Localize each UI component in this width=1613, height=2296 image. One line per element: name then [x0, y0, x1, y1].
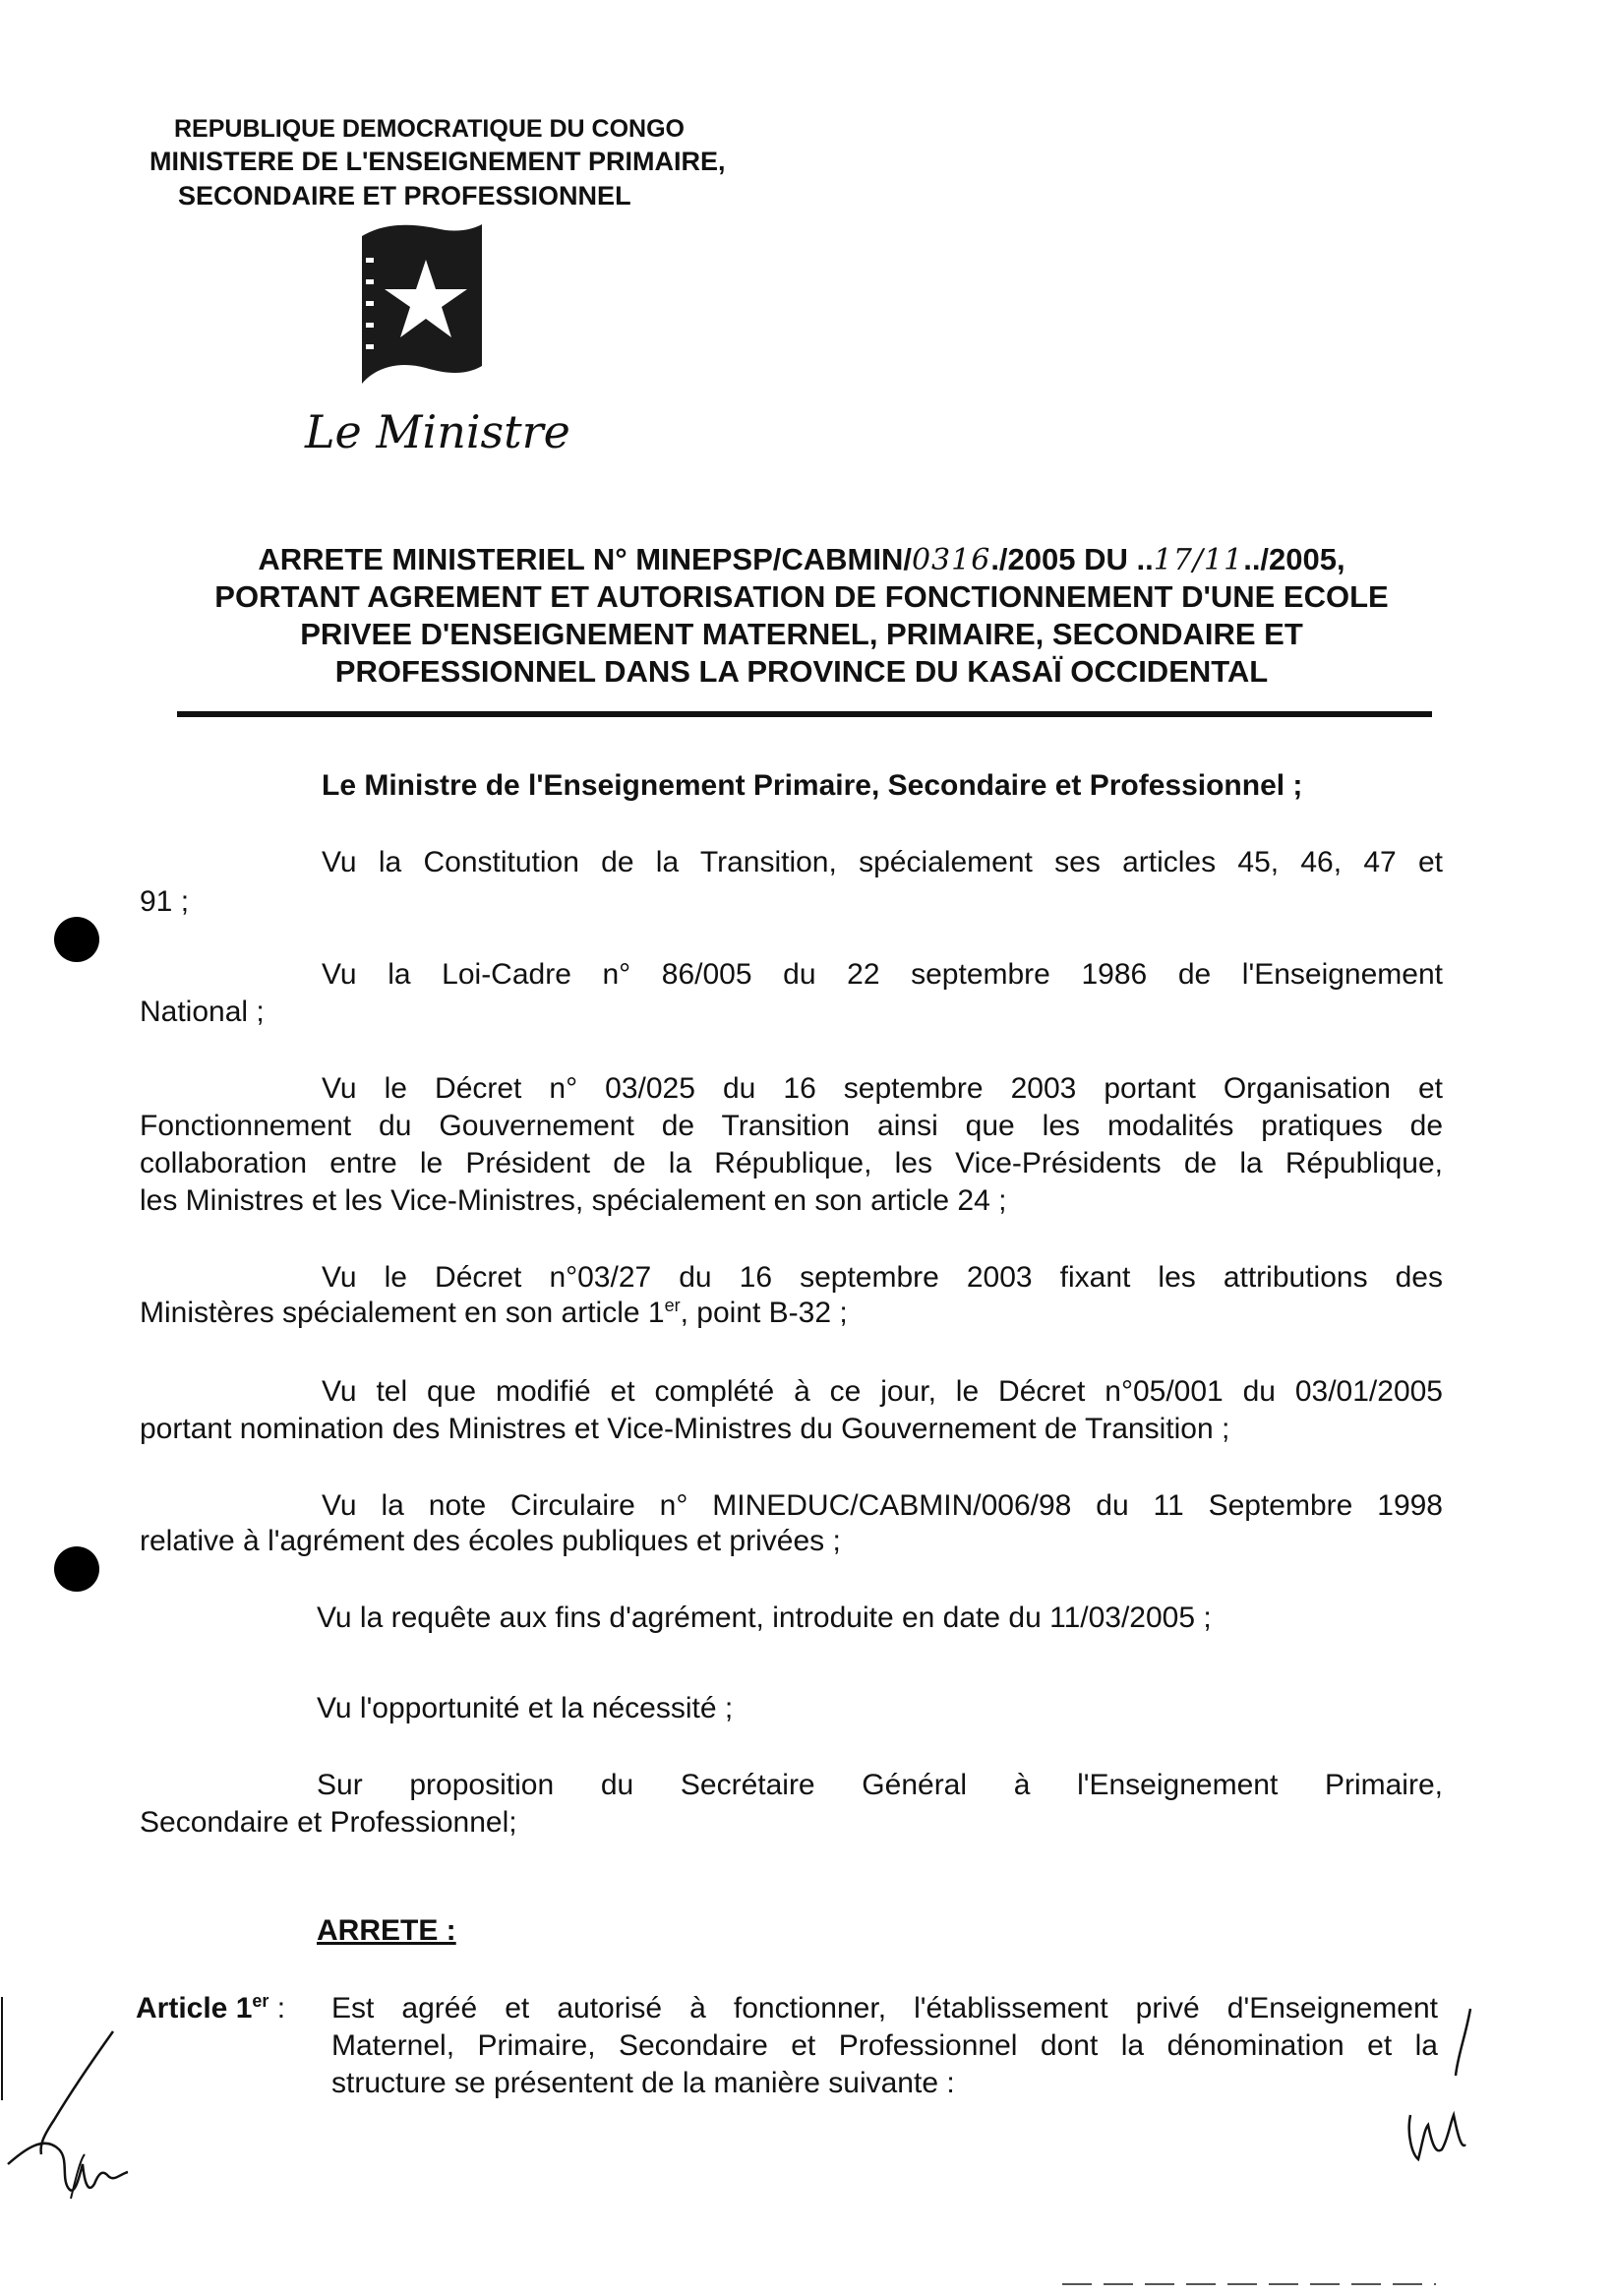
- punch-hole: [54, 917, 99, 962]
- para-decret-05-line1: Vu tel que modifié et complété à ce jour, le Décret n°05/001 du 03/01/2005: [322, 1375, 1443, 1408]
- decree-title-line4: PROFESSIONNEL DANS LA PROVINCE DU KASAÏ OCCIDENTAL: [334, 654, 1269, 689]
- para-decret-025-line1: Vu le Décret n° 03/025 du 16 septembre 2003 portant Organisation et: [322, 1072, 1443, 1105]
- title-prefix: ARRETE MINISTERIEL N° MINEPSP/CABMIN/: [258, 542, 912, 576]
- title-year: ./2005 DU ..: [990, 542, 1154, 576]
- para-decret-025-line2: Fonctionnement du Gouvernement de Transition ainsi que les modalités pratiques de: [140, 1110, 1443, 1142]
- para-constitution-line1: Vu la Constitution de la Transition, spécialement ses articles 45, 46, 47 et: [322, 846, 1443, 878]
- header-country: REPUBLIQUE DEMOCRATIQUE DU CONGO: [174, 115, 685, 143]
- article-1-line3: structure se présentent de la manière suivante :: [331, 2067, 955, 2099]
- para-decret-27-line1: Vu le Décret n°03/27 du 16 septembre 2003 fixant les attributions des: [322, 1261, 1443, 1294]
- header-ministry-line1: MINISTERE DE L'ENSEIGNEMENT PRIMAIRE,: [149, 147, 726, 176]
- para-opportunite: Vu l'opportunité et la nécessité ;: [317, 1692, 734, 1724]
- para-decret-27-text: Ministères spécialement en son article 1: [140, 1297, 665, 1329]
- para-decret-05-line2: portant nomination des Ministres et Vice-Ministres du Gouvernement de Transition ;: [140, 1413, 1230, 1445]
- arrete-heading: ARRETE :: [317, 1914, 456, 1947]
- handwritten-initials-left: [0, 1987, 177, 2213]
- para-circulaire-line1: Vu la note Circulaire n° MINEDUC/CABMIN/006/98 du 11 Septembre 1998: [322, 1489, 1443, 1522]
- decree-title-line1: [148, 541, 1456, 578]
- handwritten-decree-date: 17/11: [1153, 543, 1244, 577]
- header-ministry-line2: SECONDAIRE ET PROFESSIONNEL: [178, 181, 631, 211]
- para-proposition-line2: Secondaire et Professionnel;: [140, 1806, 517, 1839]
- decree-title-line3: PRIVEE D'ENSEIGNEMENT MATERNEL, PRIMAIRE, SECONDAIRE ET: [300, 617, 1303, 651]
- title-date-year: ../2005,: [1243, 542, 1345, 576]
- para-decret-27-point: , point B-32 ;: [680, 1297, 848, 1329]
- article-1-line2: Maternel, Primaire, Secondaire et Professionnel dont la dénomination et la: [331, 2029, 1438, 2062]
- para-loi-cadre-line2: National ;: [140, 996, 265, 1028]
- para-circulaire-line2: relative à l'agrément des écoles publiques et privées ;: [140, 1525, 841, 1557]
- para-decret-27-sup: er: [664, 1296, 681, 1315]
- para-constitution-line2: 91 ;: [140, 885, 190, 918]
- decree-title-line2: PORTANT AGREMENT ET AUTORISATION DE FONCTIONNEMENT D'UNE ECOLE: [214, 579, 1389, 614]
- para-decret-27-line2: [140, 1295, 848, 1332]
- article-label-text: Article 1: [136, 1992, 253, 2024]
- article-label-colon: :: [269, 1992, 286, 2024]
- para-requete: Vu la requête aux fins d'agrément, introduite en date du 11/03/2005 ;: [317, 1601, 1212, 1634]
- punch-hole: [54, 1546, 99, 1592]
- le-ministre-heading: Le Ministre: [305, 405, 570, 458]
- title-divider: [177, 711, 1432, 717]
- footer-dashed-rule: [1062, 2278, 1436, 2290]
- para-proposition-line1: Sur proposition du Secrétaire Général à l'Enseignement Primaire,: [317, 1769, 1443, 1801]
- para-loi-cadre-line1: Vu la Loi-Cadre n° 86/005 du 22 septembre 1986 de l'Enseignement: [322, 958, 1443, 991]
- para-decret-025-line4: les Ministres et les Vice-Ministres, spécialement en son article 24 ;: [140, 1184, 1007, 1217]
- handwritten-decree-number: 0316: [911, 543, 991, 577]
- article-1-line1: Est agréé et autorisé à fonctionner, l'établissement privé d'Enseignement: [331, 1992, 1438, 2024]
- para-decret-025-line3: collaboration entre le Président de la République, les Vice-Présidents de la République,: [140, 1147, 1443, 1179]
- handwritten-initials-right: [1397, 2007, 1485, 2174]
- flag-emblem-icon: [352, 218, 490, 400]
- minister-line: Le Ministre de l'Enseignement Primaire, Secondaire et Professionnel ;: [322, 769, 1303, 802]
- article-label-sup: er: [252, 1991, 269, 2011]
